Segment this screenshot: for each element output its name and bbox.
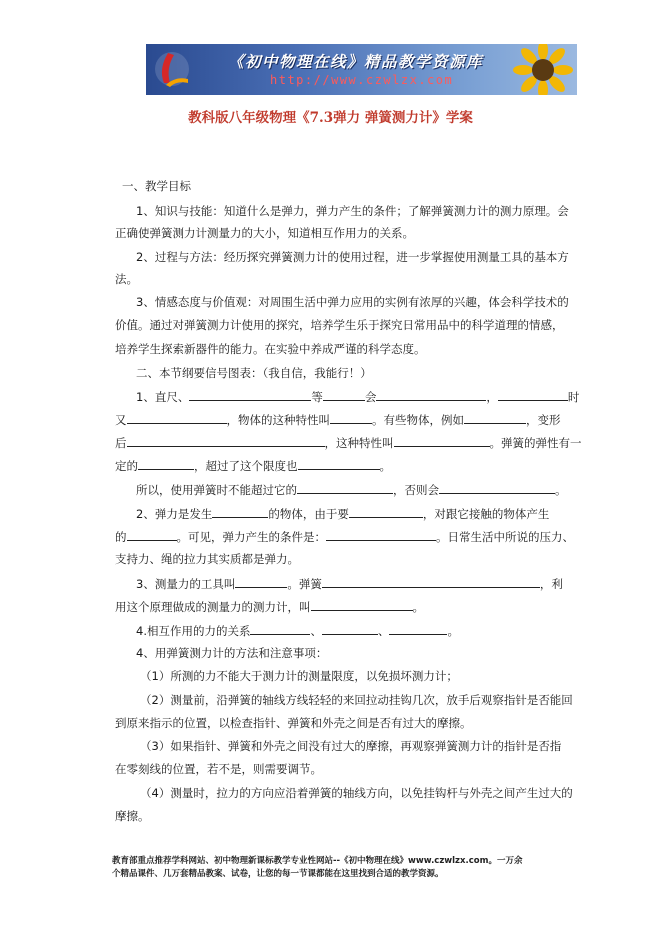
answer-blank[interactable] — [127, 434, 325, 447]
fill-in-line: 又 ，物体的这种特性叫 。有些物体，例如 ，变形 — [115, 413, 561, 427]
paragraph-line: 支持力、绳的拉力其实质都是弹力。 — [115, 552, 299, 566]
banner-title: 《初中物理在线》精品教学资源库 — [228, 52, 484, 71]
document-title: 教科版八年级物理《7.3弹力 弹簧测力计》学案 — [188, 110, 473, 126]
paragraph-line: （4）测量时，拉力的方向应沿着弹簧的轴线方向，以免挂钩杆与外壳之间产生过大的 — [140, 786, 573, 800]
paragraph-line: 在零刻线的位置，若不是，则需要调节。 — [115, 762, 322, 776]
answer-blank[interactable] — [349, 505, 423, 518]
fill-in-line: 2、弹力是发生 的物体，由于要 ，对跟它接触的物体产生 — [136, 507, 550, 521]
site-logo-icon — [152, 49, 192, 89]
answer-blank[interactable] — [298, 457, 380, 470]
answer-blank[interactable] — [322, 575, 540, 588]
answer-blank[interactable] — [127, 528, 177, 541]
paragraph-line: 到原来指示的位置，以检查指针、弹簧和外壳之间是否有过大的摩擦。 — [115, 716, 472, 730]
paragraph-line: 法。 — [115, 272, 138, 286]
sunflower-icon — [513, 44, 573, 95]
fill-in-line: 定的 ，超过了这个限度也 。 — [115, 459, 391, 473]
paragraph-line: 4、用弹簧测力计的方法和注意事项： — [136, 646, 328, 660]
answer-blank[interactable] — [394, 434, 490, 447]
paragraph-line: 1、知识与技能：知道什么是弹力，弹力产生的条件；了解弹簧测力计的测力原理。会 — [136, 204, 569, 218]
paragraph-line: 正确使弹簧测力计测量力的大小，知道相互作用力的关系。 — [115, 226, 414, 240]
paragraph-line: 培养学生探索新器件的能力。在实验中养成严谨的科学态度。 — [115, 342, 426, 356]
fill-in-line: 3、测量力的工具叫 。弹簧 ，利 — [136, 577, 563, 591]
answer-blank[interactable] — [189, 388, 311, 401]
answer-blank[interactable] — [464, 411, 526, 424]
fill-in-line: 后 ，这种特性叫 。弹簧的弹性有一 — [115, 436, 582, 450]
header-banner — [146, 44, 577, 95]
answer-blank[interactable] — [323, 388, 365, 401]
paragraph-line: 摩擦。 — [115, 809, 150, 823]
answer-blank[interactable] — [138, 457, 194, 470]
fill-in-line: 用这个原理做成的测量力的测力计，叫 。 — [115, 600, 424, 614]
paragraph-line: 价值。通过对弹簧测力计使用的探究，培养学生乐于探究日常用品中的科学道理的情感， — [115, 318, 564, 332]
answer-blank[interactable] — [212, 505, 268, 518]
fill-in-line: 的 。可见，弹力产生的条件是： 。日常生活中所说的压力、 — [115, 530, 574, 544]
answer-blank[interactable] — [498, 388, 568, 401]
answer-blank[interactable] — [376, 388, 486, 401]
answer-blank[interactable] — [235, 575, 287, 588]
paragraph-line: （3）如果指针、弹簧和外壳之间没有过大的摩擦，再观察弹簧测力计的指针是否指 — [140, 739, 562, 753]
paragraph-line: 2、过程与方法：经历探究弹簧测力计的使用过程，进一步掌握使用测量工具的基本方 — [136, 250, 569, 264]
footer-line: 教育部重点推荐学科网站、初中物理新课标教学专业性网站--《初中物理在线》www.czwlzx.com。一万余 — [112, 856, 523, 866]
paragraph-line: （2）测量前，沿弹簧的轴线方线轻轻的来回拉动挂钩几次，放手后观察指针是否能回 — [140, 693, 573, 707]
paragraph-line: 3、情感态度与价值观：对周围生活中弹力应用的实例有浓厚的兴趣，体会科学技术的 — [136, 295, 569, 309]
fill-in-line: 1、直尺、 等 会 ， 时 — [136, 390, 580, 404]
fill-in-line: 所以，使用弹簧时不能超过它的 ，否则会 。 — [136, 483, 567, 497]
answer-blank[interactable] — [297, 481, 393, 494]
answer-blank[interactable] — [326, 528, 436, 541]
answer-blank[interactable] — [127, 411, 227, 424]
answer-blank[interactable] — [330, 411, 372, 424]
answer-blank[interactable] — [322, 622, 378, 635]
fill-in-line: 4.相互作用的力的关系 、 、 。 — [136, 624, 459, 638]
section-heading-outline: 二、本节纲要信号图表：（我自信，我能行！） — [136, 366, 372, 380]
answer-blank[interactable] — [311, 598, 413, 611]
answer-blank[interactable] — [250, 622, 310, 635]
banner-url: http://www.czwlzx.com — [270, 73, 454, 87]
answer-blank[interactable] — [389, 622, 447, 635]
paragraph-line: （1）所测的力不能大于测力计的测量限度，以免损坏测力计； — [140, 669, 458, 683]
answer-blank[interactable] — [439, 481, 555, 494]
section-heading-objectives: 一、教学目标 — [122, 179, 191, 193]
footer-line: 个精品课件、几万套精品教案、试卷，让您的每一节课都能在这里找到合适的教学资源。 — [112, 869, 444, 879]
